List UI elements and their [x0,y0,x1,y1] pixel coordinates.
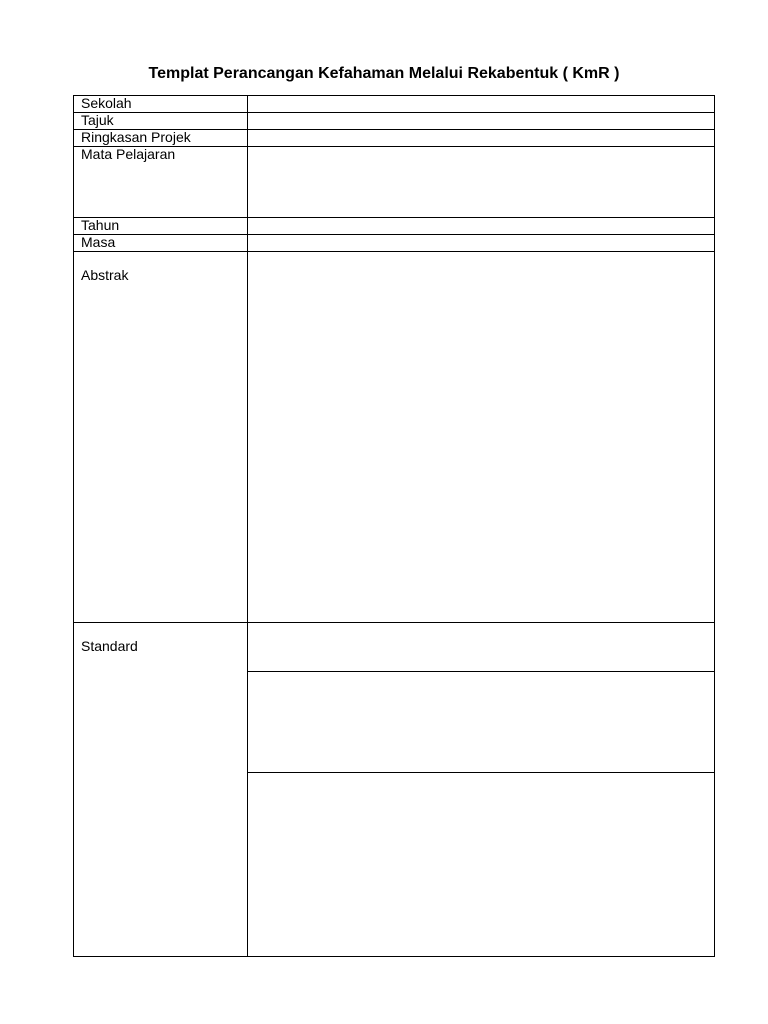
standard-field-2[interactable] [248,672,715,773]
sekolah-field[interactable] [248,96,715,113]
abstrak-field[interactable] [248,252,715,623]
tajuk-field[interactable] [248,113,715,130]
row-abstrak [74,252,715,623]
label-cell [74,252,248,623]
row-sekolah [74,96,715,113]
label-tajuk: Tajuk [81,112,114,128]
row-ringkasan-projek [74,130,715,147]
ringkasan-projek-field[interactable] [248,130,715,147]
row-standard-1 [74,623,715,672]
label-mata-pelajaran: Mata Pelajaran [81,146,176,162]
label-tahun: Tahun [81,217,120,233]
tahun-field[interactable] [248,218,715,235]
row-masa [74,235,715,252]
label-sekolah: Sekolah [81,95,132,111]
label-ringkasan-projek: Ringkasan Projek [81,129,191,145]
page-title: Templat Perancangan Kefahaman Melalui Rekabentuk ( KmR ) [148,65,620,82]
row-tajuk [74,113,715,130]
row-mata-pelajaran [74,147,715,218]
form-table [73,95,715,957]
label-cell [74,96,248,113]
label-cell [74,235,248,252]
label-cell [74,130,248,147]
mata-pelajaran-field[interactable] [248,147,715,218]
label-standard: Standard [81,638,138,654]
label-cell [74,623,248,957]
standard-field-3[interactable] [248,773,715,957]
label-cell [74,113,248,130]
row-tahun [74,218,715,235]
standard-field-1[interactable] [248,623,715,672]
masa-field[interactable] [248,235,715,252]
label-cell [74,218,248,235]
label-abstrak: Abstrak [81,267,129,283]
label-masa: Masa [81,234,116,250]
label-cell [74,147,248,218]
